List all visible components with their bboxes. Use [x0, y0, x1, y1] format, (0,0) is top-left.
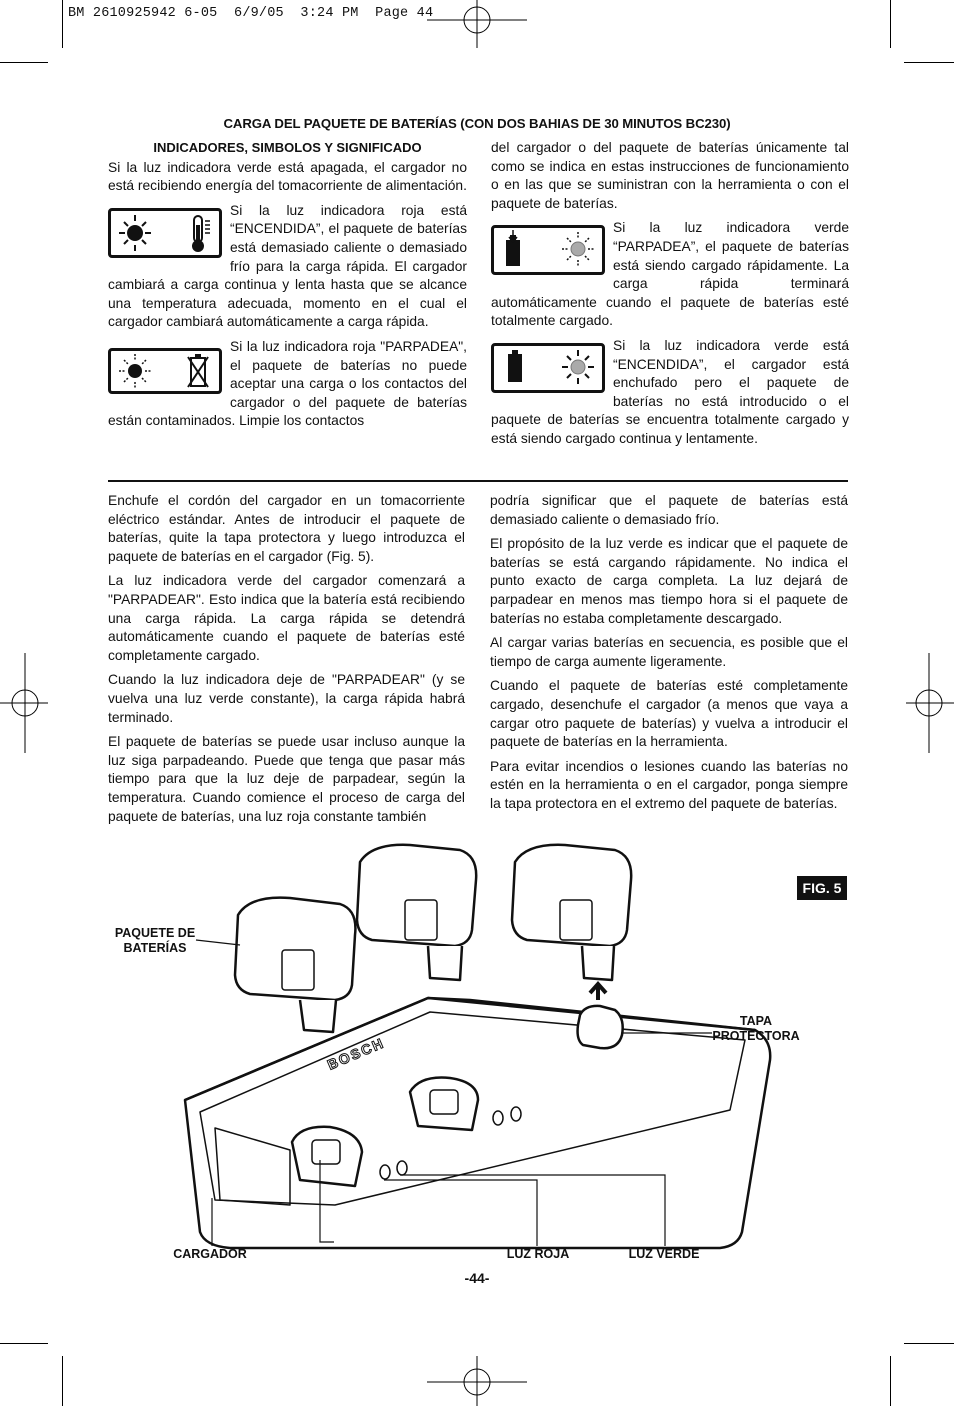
body-paragraph: Para evitar incendios o lesiones cuando las baterías no estén en la herramienta o en el cargador, ponga siempre la tapa protectora en el extremo del paquete de baterías.: [490, 758, 848, 811]
charger-illustration: [0, 830, 954, 1260]
indicator-green-on-text: Si la luz indicadora verde está “ENCENDIDA”, el cargador está enchufado pero el paquete de baterías no está introducido o el paquete de baterías se encuentra totalmente cargado y está siendo cargado continua y lentamente.: [491, 337, 849, 446]
indicator-green-flash-text: Si la luz indicadora verde “PARPADEA”, el paquete de baterías está siendo cargado rápidamente. La carga rápida terminará automáticamente cuando el paquete de baterías esté totalmente cargado.: [491, 220, 849, 329]
section-title: CARGA DEL PAQUETE DE BATERÍAS (CON DOS BAHIAS DE 30 MINUTOS BC230): [223, 116, 731, 131]
label-green-light: LUZ VERDE: [628, 1247, 700, 1261]
indicator-green-off-text: Si la luz indicadora verde está apagada, el cargador no está recibiendo energía del tomacorriente de alimentación.: [108, 159, 467, 194]
battery-green-on-icon: [491, 343, 605, 393]
arrow-up-icon: [590, 984, 606, 1000]
body-paragraph: Enchufe el cordón del cargador en un tomacorriente eléctrico estándar. Antes de introducir el paquete de baterías, quite la tapa protectora y luego introduzca el paquete de baterías en el cargador (Fig. 5).: [108, 493, 465, 564]
protective-cap: [578, 1006, 623, 1048]
body-paragraph: Al cargar varias baterías en secuencia, es posible que el tiempo de carga aumente ligeramente.: [490, 635, 848, 669]
body-paragraph: podría significar que el paquete de baterías está demasiado caliente o demasiado frío.: [490, 493, 848, 527]
label-protective-cap: TAPA PROTECTORA: [712, 1014, 800, 1043]
section-divider: [108, 480, 848, 482]
body-paragraph: Cuando el paquete de baterías esté completamente cargado, desenchufe el cargador (a menos que vaya a cargar otro paquete de baterías) y vuelva a introducir el paquete de baterías en la herramienta.: [490, 678, 848, 750]
label-charger: CARGADOR: [173, 1247, 247, 1261]
body-paragraph: El paquete de baterías se puede usar incluso aunque la luz siga parpadeando. Puede que tenga que pasar más tiempo para que la luz deje de parpadear, según la temperatura. Cuando comience el proceso de carga del paquete de baterías, una luz roja constante también: [108, 734, 465, 824]
charger-base: [185, 998, 770, 1248]
page-number: -44-: [464, 1270, 490, 1286]
indicators-left-column: [108, 139, 467, 437]
body-right-column: [490, 492, 848, 820]
label-battery-pack: PAQUETE DE BATERÍAS: [114, 926, 196, 955]
body-paragraph: Cuando la luz indicadora deje de "PARPADEAR" (y se vuelva una luz verde constante), la carga rápida habrá terminado.: [108, 672, 465, 725]
indicators-heading: INDICADORES, SIMBOLOS Y SIGNIFICADO: [153, 140, 422, 155]
body-paragraph: La luz indicadora verde del cargador comenzará a "PARPADEAR". Esto indica que la batería está recibiendo una carga rápida. La carga rápida se detendrá automáticamente cuando el paquete de baterías esté completamente cargado.: [108, 573, 465, 663]
indicators-right-column: [491, 139, 849, 455]
battery-green-flash-icon: [491, 225, 605, 275]
body-left-column: [108, 492, 465, 832]
indicator-continued-text: del cargador o del paquete de baterías únicamente tal como se indica en estas instrucciones de funcionamiento o en las que se suministran con la herramienta o con el paquete de baterías.: [491, 140, 849, 211]
label-red-light: LUZ ROJA: [506, 1247, 570, 1261]
figure-label: FIG. 5: [797, 876, 847, 900]
red-light-thermometer-icon: [108, 208, 222, 258]
indicator-red-flash-text: Si la luz indicadora roja "PARPADEA", el paquete de baterías no puede aceptar una carga o los contactos del cargador o del paquete de baterías están contaminados. Limpie los contactos: [108, 338, 467, 429]
brand-logo: BOSCH: [324, 1034, 387, 1073]
red-flash-bad-battery-icon: [108, 348, 222, 394]
indicator-red-on-text: Si la luz indicadora roja está “ENCENDIDA”, el paquete de baterías está demasiado caliente o demasiado frío para la carga rápida. El cargador cambiará a carga continua y lenta hasta que se alcance una temperatura adecuada, momento en el cual el cargador cambiará automáticamente a carga rápida.: [108, 202, 467, 330]
print-slug: BM 2610925942 6-05 6/9/05 3:24 PM Page 44: [68, 6, 434, 21]
body-paragraph: El propósito de la luz verde es indicar que el paquete de baterías se está cargando rápidamente. No indica el punto exacto de carga completa. La luz dejará de parpadear en menos mas tiempo hora si el paquete de baterías no estaba completamente descargado.: [490, 536, 848, 626]
